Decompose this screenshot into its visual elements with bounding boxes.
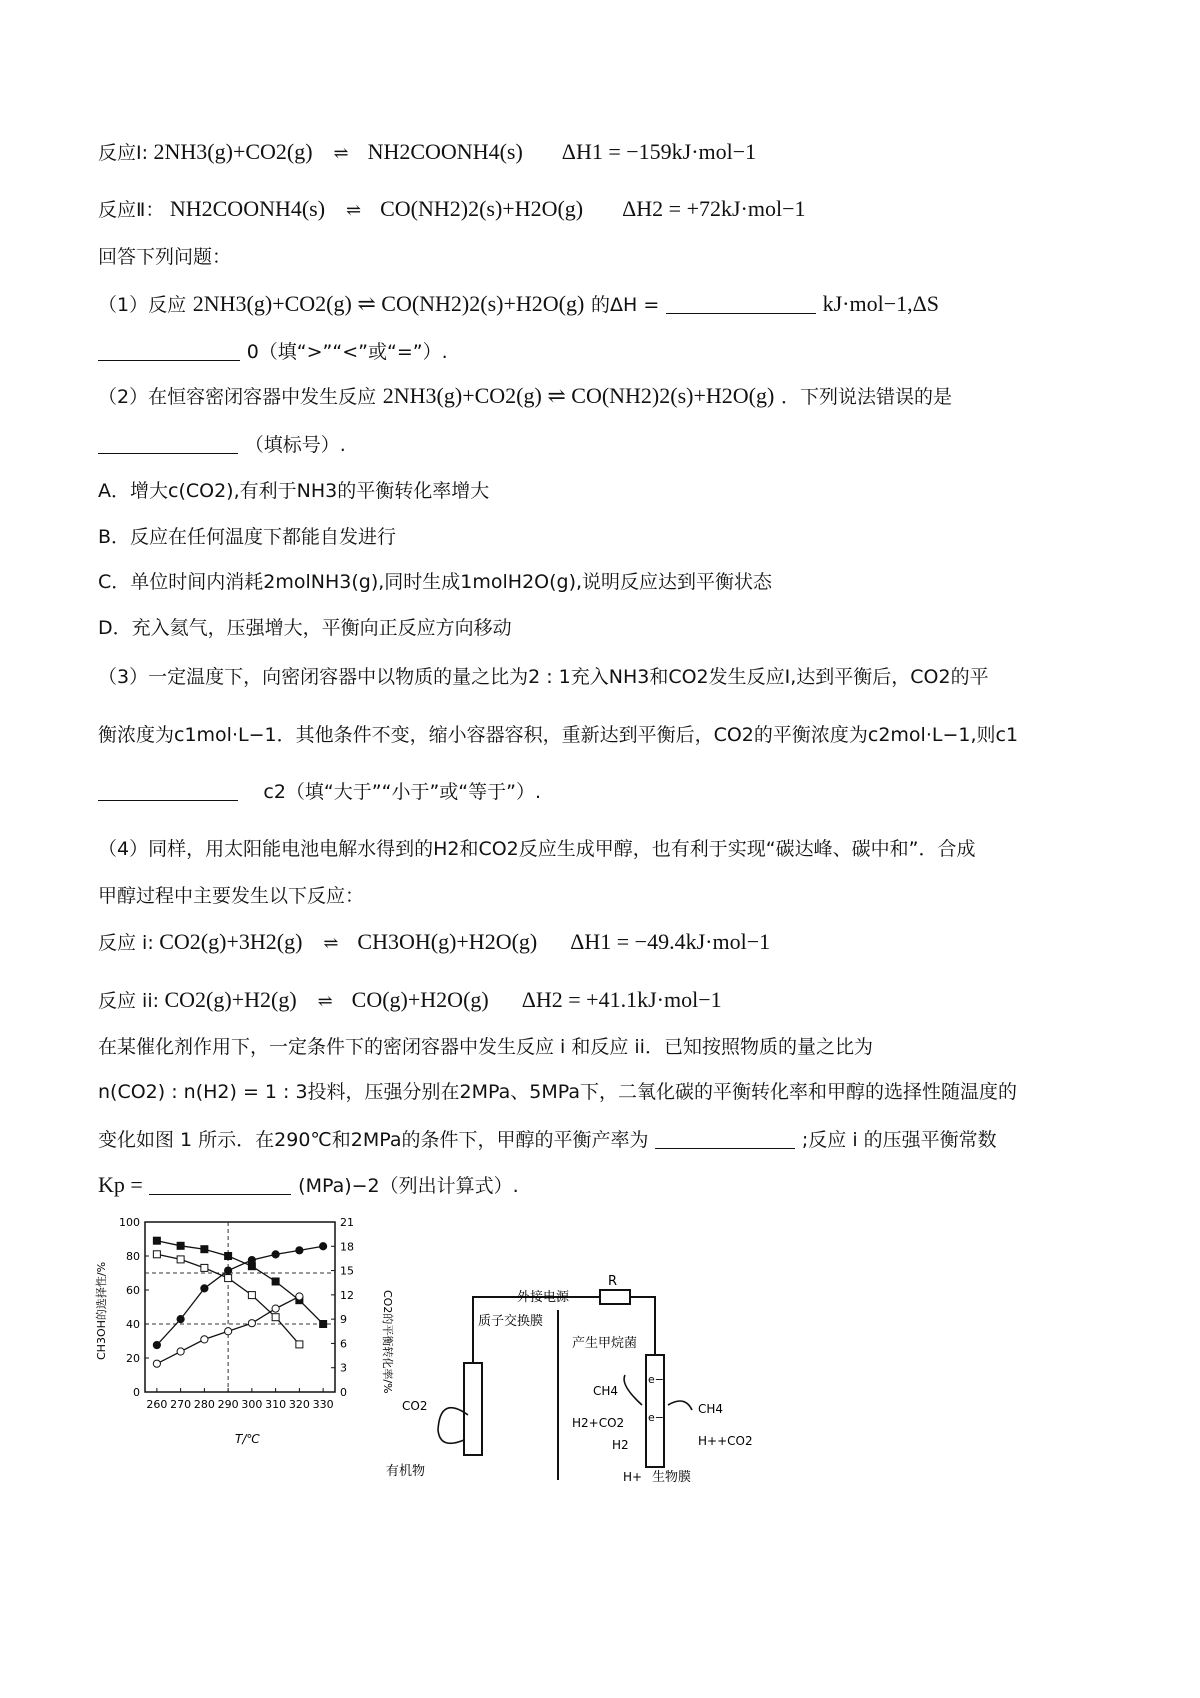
data-point [225,1328,232,1335]
reaction-I-rhs: NH2COONH4(s) [367,139,523,164]
biofilm-label: 生物膜 [652,1470,692,1485]
x-tick-label: 270 [170,1398,192,1411]
question-1-line2 [98,337,448,366]
q2-prefix: （2）在恒容密闭容器中发生反应 [98,386,377,408]
equilibrium-arrow-icon: ⇌ [323,933,337,953]
resistor-label: R [608,1274,618,1289]
data-point [177,1348,184,1355]
reaction-i-lhs: CO2(g)+3H2(g) [159,929,303,954]
data-point [153,1251,160,1258]
q2-question: ．下列说法错误的是 [781,386,953,408]
data-point [201,1264,208,1271]
data-point [201,1285,208,1292]
data-point [201,1246,208,1253]
data-point [320,1321,327,1328]
data-point [177,1256,184,1263]
y-right-tick-label: 9 [340,1313,347,1327]
question-4-line3: 在某催化剂作用下，一定条件下的密闭容器中发生反应 i 和反应 ii．已知按照物质的量之比为 [98,1036,873,1058]
x-tick-label: 260 [146,1398,168,1411]
equilibrium-arrow-icon: ⇌ [333,143,347,163]
data-point [177,1242,184,1249]
answer-prompt: 回答下列问题： [98,246,232,268]
q2-suffix: （填标号）. [244,434,346,456]
h2-co2-label: H2+CO2 [572,1416,625,1430]
question-4-line4: n(CO2) : n(H2) = 1 : 3投料，压强分别在2MPa、5MPa下，二氧化碳的平衡转化率和甲醇的选择性随温度的 [98,1081,1018,1103]
option-c: C．单位时间内消耗2molNH3(g),同时生成1molH2O(g),说明反应达到平衡状态 [98,571,773,593]
data-point [296,1341,303,1348]
reaction-i-dh: ΔH1 = −49.4kJ·mol−1 [570,929,771,954]
data-point [248,1256,255,1263]
right-arrow-icon [668,1401,692,1410]
question-4-line2: 甲醇过程中主要发生以下反应： [98,885,365,907]
q4-kp-text: ;反应 i 的压强平衡常数 [801,1129,997,1151]
q3-blank[interactable] [98,778,238,801]
y-right-tick-label: 3 [340,1361,347,1375]
data-point [320,1243,327,1250]
data-point [248,1292,255,1299]
reaction-i-rhs: CH3OH(g)+H2O(g) [357,929,538,954]
equilibrium-arrow-icon: ⇌ [317,991,331,1011]
q2-equation: 2NH3(g)+CO2(g) ⇌ CO(NH2)2(s)+H2O(g) [382,383,775,408]
electron-2-label: e− [648,1411,664,1424]
y-right-tick-label: 0 [340,1386,347,1399]
organic-label: 有机物 [386,1464,426,1479]
figure-2-electrolysis-diagram [380,1235,760,1495]
membrane-label: 质子交换膜 [478,1314,544,1329]
reaction-ii-line [98,986,722,1015]
reaction-I-label: 反应Ⅰ: [98,142,149,164]
reaction-ii-dh: ΔH2 = +41.1kJ·mol−1 [521,987,722,1012]
y-right-label: CO2的平衡转化率/% [381,1290,394,1394]
data-point [201,1336,208,1343]
reaction-I-dh: ΔH1 = −159kJ·mol−1 [561,139,757,164]
power-source-label: 外接电源 [517,1290,570,1305]
q1-blank-dh[interactable] [666,291,816,314]
reaction-II-dh: ΔH2 = +72kJ·mol−1 [622,196,806,221]
bacteria-label: 产生甲烷菌 [572,1336,638,1351]
reaction-I-line [98,138,756,167]
chart-plot [119,1216,354,1411]
q1-unit: kJ·mol−1,ΔS [822,291,940,316]
option-a: A．增大c(CO2),有利于NH3的平衡转化率增大 [98,480,490,502]
reaction-ii-lhs: CO2(g)+H2(g) [164,987,297,1012]
electron-1-label: e− [648,1373,664,1386]
h-co2-label: H++CO2 [698,1434,753,1448]
q1-prefix: （1）反应 [98,294,187,316]
wire-left [473,1297,600,1363]
y-left-tick-label: 80 [126,1250,140,1263]
data-point [272,1278,279,1285]
reaction-ii-label: 反应 ii: [98,990,159,1012]
data-point [153,1237,160,1244]
data-point [225,1275,232,1282]
reaction-II-line [98,195,806,224]
kp-label: Kp = [98,1172,143,1197]
q1-dh-label: 的ΔH = [591,294,660,316]
q1-blank-ds[interactable] [98,338,240,361]
question-2-line2 [98,430,346,459]
ch4-arrow-icon [624,1375,642,1405]
option-b: B．反应在任何温度下都能自发进行 [98,526,397,548]
kp-unit: (MPa)−2（列出计算式）. [298,1175,519,1197]
y-right-tick-label: 18 [340,1240,354,1254]
question-4-line5 [98,1125,997,1154]
question-3-line2: 衡浓度为c1mol·L−1．其他条件不变，缩小容器容积，重新达到平衡后，CO2的平衡浓度为c2mol·L−1,则c1 [98,724,1019,746]
h2-label: H2 [612,1438,629,1452]
reaction-i-line [98,928,770,957]
data-point [153,1341,160,1348]
y-right-tick-label: 21 [340,1216,354,1229]
y-right-tick-label: 6 [340,1337,347,1351]
y-left-tick-label: 0 [133,1386,140,1399]
reaction-I-lhs: 2NH3(g)+CO2(g) [153,139,313,164]
x-tick-label: 330 [312,1398,334,1411]
data-point [272,1314,279,1321]
y-right-tick-label: 15 [340,1264,354,1278]
x-axis-label: T/℃ [235,1432,260,1446]
data-point [296,1247,303,1254]
data-point [177,1316,184,1323]
question-2-line1 [98,382,952,411]
x-tick-label: 280 [193,1398,215,1411]
option-d: D．充入氦气，压强增大，平衡向正反应方向移动 [98,617,512,639]
q1-suffix: 0（填“>”“<”或“=”）. [246,341,448,363]
y-left-label: CH3OH的选择性/% [95,1261,108,1360]
x-tick-label: 320 [288,1398,310,1411]
figure-1-chart [95,1210,395,1450]
left-electrode [464,1363,482,1455]
reaction-II-label: 反应Ⅱ： [98,199,165,221]
data-point [272,1251,279,1258]
reaction-i-label: 反应 i: [98,932,154,954]
ch4-left-label: CH4 [593,1384,619,1398]
x-tick-label: 290 [217,1398,239,1411]
y-left-tick-label: 100 [119,1216,140,1229]
data-point [248,1320,255,1327]
co2-label: CO2 [402,1399,428,1413]
resistor-icon [600,1290,630,1304]
equilibrium-arrow-icon: ⇌ [346,200,360,220]
question-3-line1: （3）一定温度下，向密闭容器中以物质的量之比为2 : 1充入NH3和CO2发生反应Ⅰ,达到平衡后，CO2的平 [98,666,989,688]
question-4-line6 [98,1171,519,1200]
question-1-line1 [98,290,939,319]
question-4-line1: （4）同样，用太阳能电池电解水得到的H2和CO2反应生成甲醇，也有利于实现“碳达峰、碳中和”．合成 [98,838,976,860]
y-left-tick-label: 20 [126,1352,140,1365]
y-left-tick-label: 60 [126,1284,140,1297]
data-point [225,1253,232,1260]
h-plus-label: H+ [623,1470,643,1484]
x-tick-label: 310 [265,1398,287,1411]
ch4-right-label: CH4 [698,1402,724,1416]
data-point [296,1293,303,1300]
y-right-tick-label: 12 [340,1288,354,1302]
q3-suffix: c2（填“大于”“小于”或“等于”）. [263,781,542,803]
data-point [153,1360,160,1367]
y-left-tick-label: 40 [126,1318,140,1331]
question-3-line3 [98,777,541,806]
q4-blank-kp[interactable] [149,1172,291,1195]
data-point [225,1267,232,1274]
reaction-II-lhs: NH2COONH4(s) [169,196,326,221]
reaction-II-rhs: CO(NH2)2(s)+H2O(g) [380,196,584,221]
reaction-ii-rhs: CO(g)+H2O(g) [351,987,489,1012]
q4-blank-yield[interactable] [655,1126,795,1149]
x-tick-label: 300 [241,1398,263,1411]
q1-equation: 2NH3(g)+CO2(g) ⇌ CO(NH2)2(s)+H2O(g) [192,291,585,316]
data-point [272,1305,279,1312]
q2-blank[interactable] [98,431,238,454]
q4-yield-text: 变化如图 1 所示．在290℃和2MPa的条件下，甲醇的平衡产率为 [98,1129,649,1151]
